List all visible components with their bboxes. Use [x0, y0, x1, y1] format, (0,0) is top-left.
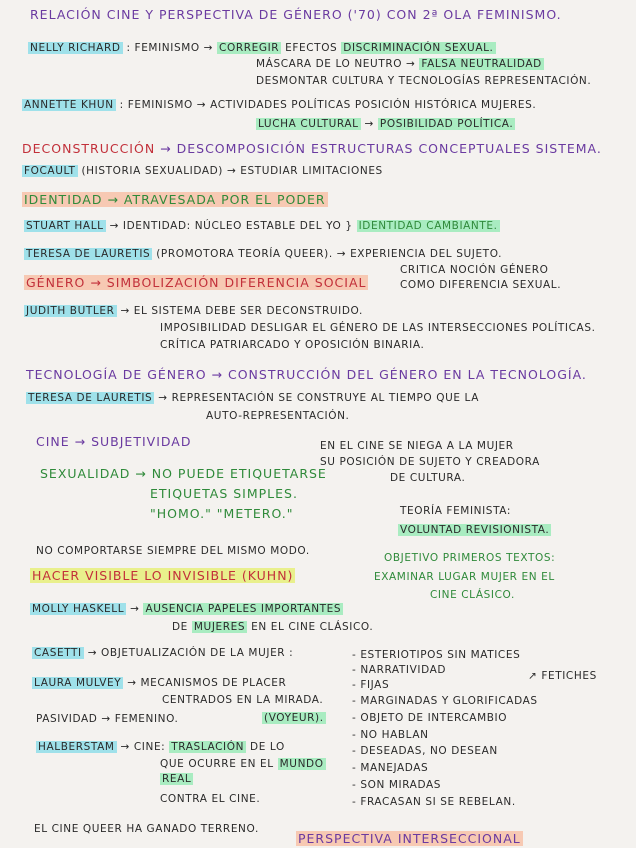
page-title: RELACIÓN CINE Y PERSPECTIVA DE GÉNERO ('70) CON 2ª OLA FEMINISMO. [30, 7, 562, 22]
bullet-manejadas: - MANEJADAS [352, 762, 429, 774]
focault-name: FOCAULT [24, 165, 76, 177]
molly-haskell-name: MOLLY HASKELL [32, 603, 125, 615]
en-cine-3: DE CULTURA. [390, 472, 466, 484]
identidad-text: IDENTIDAD → ATRAVESADA POR EL PODER [24, 192, 326, 207]
nelly-line [28, 42, 496, 55]
auto-representacion: AUTO-REPRESENTACIÓN. [206, 410, 350, 422]
stuart-rest: → IDENTIDAD: NÚCLEO ESTABLE DEL YO } [109, 220, 353, 232]
mascara-text: MÁSCARA DE LO NEUTRO → [256, 58, 416, 70]
cine-queer: EL CINE QUEER HA GANADO TERRENO. [34, 823, 259, 835]
hacer-visible: HACER VISIBLE LO INVISIBLE (KUHN) [32, 568, 294, 583]
etiquetas-line: ETIQUETAS SIMPLES. [150, 486, 298, 501]
fetiches-text: ↗ FETICHES [528, 670, 597, 682]
examinar-text: EXAMINAR LUGAR MUJER EN EL [374, 571, 555, 583]
perspectiva-interseccional: PERSPECTIVA INTERSECCIONAL [298, 831, 521, 846]
teresa-lauretis-name-2: TERESA DE LAURETIS [28, 392, 153, 404]
mascara-line [256, 58, 544, 71]
contra-cine: CONTRA EL CINE. [160, 793, 261, 805]
centrados-text: CENTRADOS EN LA MIRADA. [162, 694, 324, 706]
halb-rest-a: → CINE: [120, 741, 166, 753]
tecnologia-line: TECNOLOGÍA DE GÉNERO → CONSTRUCCIÓN DEL GÉNERO EN LA TECNOLOGÍA. [26, 367, 587, 382]
real-highlight: REAL [162, 773, 192, 785]
bullet-narratividad: - NARRATIVIDAD [352, 664, 447, 676]
teoria-feminista: TEORÍA FEMINISTA: [400, 505, 512, 517]
voluntad-revisionista: VOLUNTAD REVISIONISTA. [400, 524, 550, 536]
laura-mulvey-name: LAURA MULVEY [34, 677, 122, 689]
objetivo-text: OBJETIVO PRIMEROS TEXTOS: [384, 552, 556, 564]
focault-rest: (HISTORIA SEXUALIDAD) → ESTUDIAR LIMITACIONES [81, 165, 383, 177]
sexualidad-line: SEXUALIDAD → NO PUEDE ETIQUETARSE [40, 466, 327, 481]
imposibilidad-text: IMPOSIBILIDAD DESLIGAR EL GÉNERO DE LAS INTERSECCIONES POLÍTICAS. [160, 322, 596, 334]
critica-patriarcado: CRÍTICA PATRIARCADO Y OPOSICIÓN BINARIA. [160, 339, 425, 351]
halberstam-name: HALBERSTAM [38, 741, 115, 753]
annette-rest: : FEMINISMO → ACTIVIDADES POLÍTICAS POSICIÓN HISTÓRICA MUJERES. [119, 99, 537, 111]
mujeres-line [172, 621, 373, 634]
lucha-arrow: → [364, 118, 374, 130]
mujeres-highlight: MUJERES [193, 621, 246, 633]
cine-clasico-text: CINE CLÁSICO. [430, 589, 515, 601]
deconstruccion-label: DECONSTRUCCIÓN [22, 141, 156, 156]
focault-line [22, 165, 383, 178]
teresa1-rest: (PROMOTORA TEORÍA QUEER). → EXPERIENCIA DEL SUJETO. [156, 248, 503, 260]
critica-nocion: CRITICA NOCIÓN GÉNERO [400, 264, 549, 276]
bullet-fijas: - FIJAS [352, 679, 390, 691]
identidad-line [22, 193, 328, 206]
judith-butler-name: JUDITH BUTLER [26, 305, 115, 317]
deconstruccion-rest: → DESCOMPOSICIÓN ESTRUCTURAS CONCEPTUALES SISTEMA. [160, 141, 602, 156]
ausencia-highlight: AUSENCIA PAPELES IMPORTANTES [145, 603, 342, 615]
cine-clasico-rest: EN EL CINE CLÁSICO. [251, 621, 374, 633]
genero-line [24, 276, 368, 289]
molly-line [30, 603, 343, 616]
halberstam-line [36, 741, 285, 754]
como-diferencia: COMO DIFERENCIA SEXUAL. [400, 279, 562, 291]
de-text: DE [172, 621, 188, 633]
corregir-highlight: CORREGIR [219, 42, 280, 54]
halb-rest-b: DE LO [250, 741, 285, 753]
stuart-hall-name: STUART HALL [26, 220, 104, 232]
bullet-fracasan: - FRACASAN SI SE REBELAN. [352, 796, 516, 808]
mundo-highlight: MUNDO [279, 758, 324, 770]
lucha-line [256, 118, 515, 131]
annette-name: ANNETTE KHUN [24, 99, 114, 111]
bullet-objeto: - OBJETO DE INTERCAMBIO [352, 712, 508, 724]
nelly-mid: : FEMINISMO → [126, 42, 214, 54]
en-cine-1: EN EL CINE SE NIEGA A LA MUJER [320, 440, 514, 452]
casetti-rest: → OBJETUALIZACIÓN DE LA MUJER : [87, 647, 294, 659]
bullet-miradas: - SON MIRADAS [352, 779, 442, 791]
identidad-cambiante: IDENTIDAD CAMBIANTE. [358, 220, 498, 232]
falsa-highlight: FALSA NEUTRALIDAD [421, 58, 542, 70]
discriminacion-highlight: DISCRIMINACIÓN SEXUAL. [343, 42, 494, 54]
teresa2-line [26, 392, 479, 405]
laura-line [32, 677, 286, 690]
casetti-line [32, 647, 293, 660]
annette-line [22, 99, 536, 112]
laura-rest: → MECANISMOS DE PLACER [127, 677, 287, 689]
no-comportarse: NO COMPORTARSE SIEMPRE DEL MISMO MODO. [36, 545, 310, 557]
bullet-no-hablan: - NO HABLAN [352, 729, 429, 741]
lucha-highlight: LUCHA CULTURAL [258, 118, 359, 130]
molly-arrow: → [130, 603, 140, 615]
butler-line [24, 305, 363, 318]
nelly-richard-name: NELLY RICHARD [30, 42, 121, 54]
genero-text: GÉNERO → SIMBOLIZACIÓN DIFERENCIA SOCIAL [26, 275, 367, 290]
deconstruccion-line [22, 142, 602, 155]
hacer-visible-line [30, 569, 295, 582]
homo-metero: "HOMO." "METERO." [150, 506, 294, 521]
casetti-name: CASETTI [34, 647, 82, 659]
teresa-lauretis-name-1: TERESA DE LAURETIS [26, 248, 151, 260]
que-ocurre-line [160, 758, 326, 771]
stuart-line [24, 220, 500, 233]
real-line [160, 773, 193, 786]
voyeur-highlight: (VOYEUR). [264, 712, 324, 724]
butler-rest: → EL SISTEMA DEBE SER DECONSTRUIDO. [120, 305, 363, 317]
bullet-estereotipos: - ESTERIOTIPOS SIN MATICES [352, 649, 521, 661]
posibilidad-highlight: POSIBILIDAD POLÍTICA. [379, 118, 514, 130]
teresa1-line [24, 248, 502, 261]
voyeur-line [262, 712, 326, 725]
efectos-text: EFECTOS [285, 42, 338, 54]
traslacion-highlight: TRASLACIÓN [171, 741, 245, 753]
bullet-deseadas: - DESEADAS, NO DESEAN [352, 745, 498, 757]
cine-subjetividad: CINE → SUBJETIVIDAD [36, 434, 192, 449]
en-cine-2: SU POSICIÓN DE SUJETO Y CREADORA [320, 456, 540, 468]
bullet-marginadas: - MARGINADAS Y GLORIFICADAS [352, 695, 538, 707]
pasividad-text: PASIVIDAD → FEMENINO. [36, 713, 179, 725]
teresa2-rest: → REPRESENTACIÓN SE CONSTRUYE AL TIEMPO QUE LA [158, 392, 480, 404]
que-ocurre-text: QUE OCURRE EN EL [160, 758, 274, 770]
perspectiva-line [296, 832, 523, 845]
voluntad-line [398, 524, 551, 537]
desmontar-text: DESMONTAR CULTURA Y TECNOLOGÍAS REPRESENTACIÓN. [256, 75, 592, 87]
